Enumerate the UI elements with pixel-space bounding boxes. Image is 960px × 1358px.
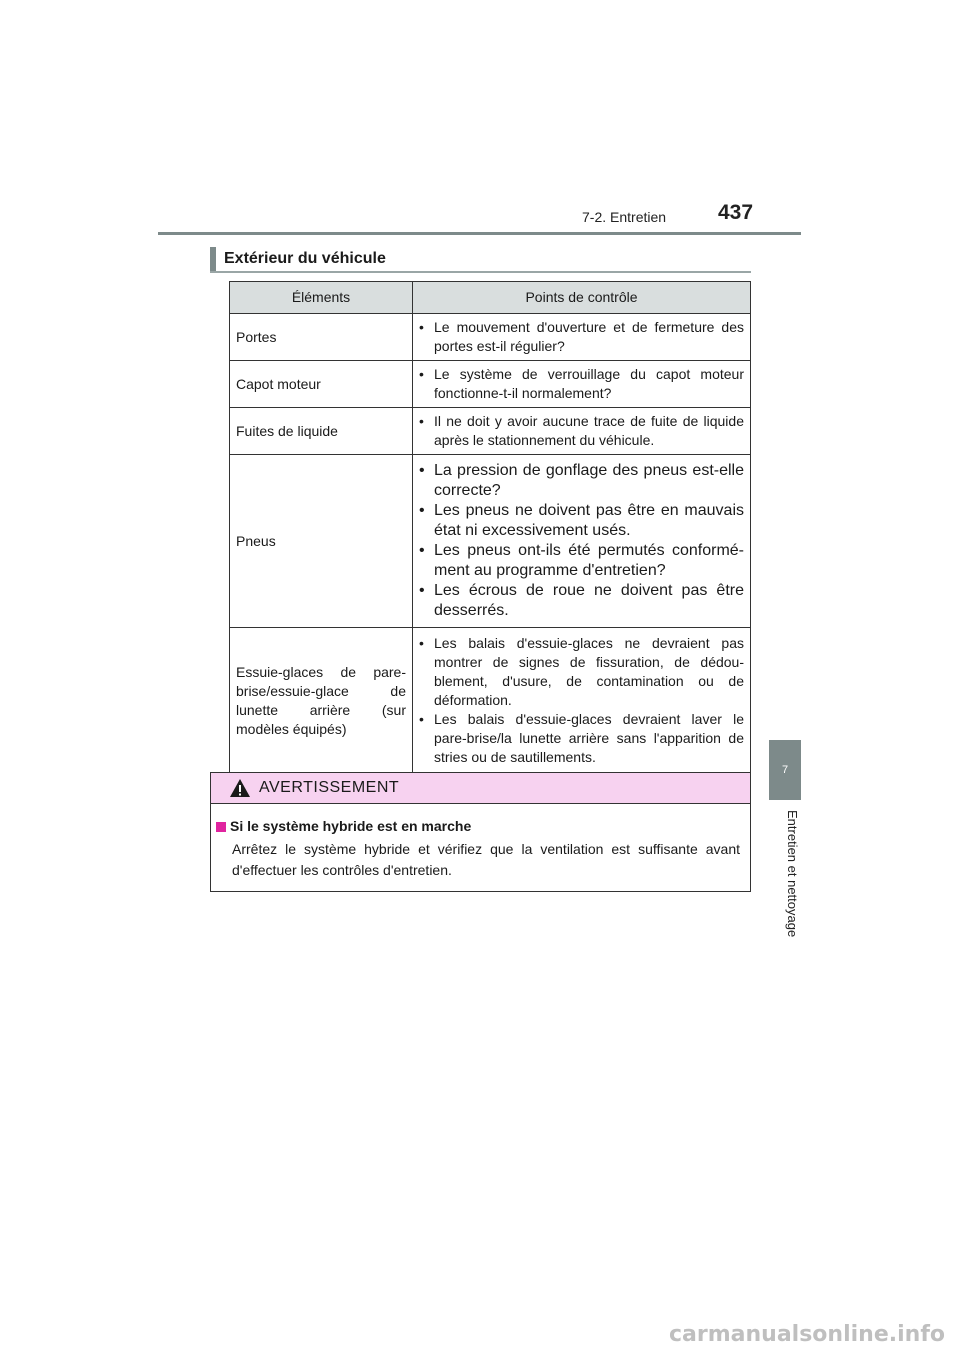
section-title-bar xyxy=(210,247,216,271)
row-points xyxy=(413,408,751,455)
warning-subtitle: Si le système hybride est en marche xyxy=(230,818,472,834)
section-title-text: Extérieur du véhicule xyxy=(224,250,386,267)
row-points xyxy=(413,361,751,408)
checkpoint: • Le mouvement d'ouverture et de fermeture des portes est-il régulier? xyxy=(419,318,744,356)
table-row xyxy=(230,455,751,628)
warning-body xyxy=(211,804,750,881)
warning-header xyxy=(211,773,750,804)
square-bullet-icon xyxy=(216,822,226,832)
row-points xyxy=(413,628,751,774)
checkpoint: • Les balais d'essuie-glaces ne devraient pas montrer de signes de fissuration, de dédou-blement, d'usure, de contamination ou de déformation. xyxy=(419,634,744,710)
warning-box xyxy=(210,772,751,892)
row-item: Essuie-glaces de pare-brise/essuie-glace de lunette arrière (sur modèles équipés) xyxy=(230,628,413,774)
warning-subtitle-row xyxy=(216,816,740,837)
header-checkpoints: Points de contrôle xyxy=(413,282,751,314)
checkpoint: • Le système de verrouillage du capot moteur fonctionne-t-il normalement? xyxy=(419,365,744,403)
checkpoint: • Les pneus ne doivent pas être en mauvais état ni excessivement usés. xyxy=(419,501,744,541)
row-item: Fuites de liquide xyxy=(230,408,413,455)
chapter-tab xyxy=(769,740,801,800)
checkpoint: • La pression de gonflage des pneus est-elle correcte? xyxy=(419,461,744,501)
chapter-tab-number: 7 xyxy=(781,764,789,776)
table-row xyxy=(230,628,751,774)
header-items: Éléments xyxy=(230,282,413,314)
table-header-row xyxy=(230,282,751,314)
page-number: 437 xyxy=(718,201,754,224)
row-points xyxy=(413,314,751,361)
inspection-table xyxy=(229,281,751,774)
warning-triangle-icon xyxy=(229,778,251,798)
row-item: Capot moteur xyxy=(230,361,413,408)
section-header-label: 7-2. Entretien xyxy=(582,209,667,225)
chapter-tab-label: Entretien et nettoyage xyxy=(785,810,800,938)
row-item: Portes xyxy=(230,314,413,361)
checkpoint: • Les écrous de roue ne doivent pas être desserrés. xyxy=(419,581,744,621)
checkpoint: • Les pneus ont-ils été permutés conformé-ment au programme d'entretien? xyxy=(419,541,744,581)
header-rule xyxy=(158,232,801,235)
section-title xyxy=(210,247,751,273)
warning-title: AVERTISSEMENT xyxy=(259,779,400,796)
watermark: carmanualsonline.info xyxy=(669,1322,945,1347)
warning-text: Arrêtez le système hybride et vérifiez que la ventilation est suffisante avant d'effectuer les contrôles d'entretien. xyxy=(232,841,740,878)
row-points xyxy=(413,455,751,628)
table-row xyxy=(230,361,751,408)
table-row xyxy=(230,408,751,455)
checkpoint: • Les balais d'essuie-glaces devraient laver le pare-brise/la lunette arrière sans l'apparition de stries ou de sautillements. xyxy=(419,710,744,767)
table-row xyxy=(230,314,751,361)
row-item: Pneus xyxy=(230,455,413,628)
checkpoint: • Il ne doit y avoir aucune trace de fuite de liquide après le stationnement du véhicule. xyxy=(419,412,744,450)
